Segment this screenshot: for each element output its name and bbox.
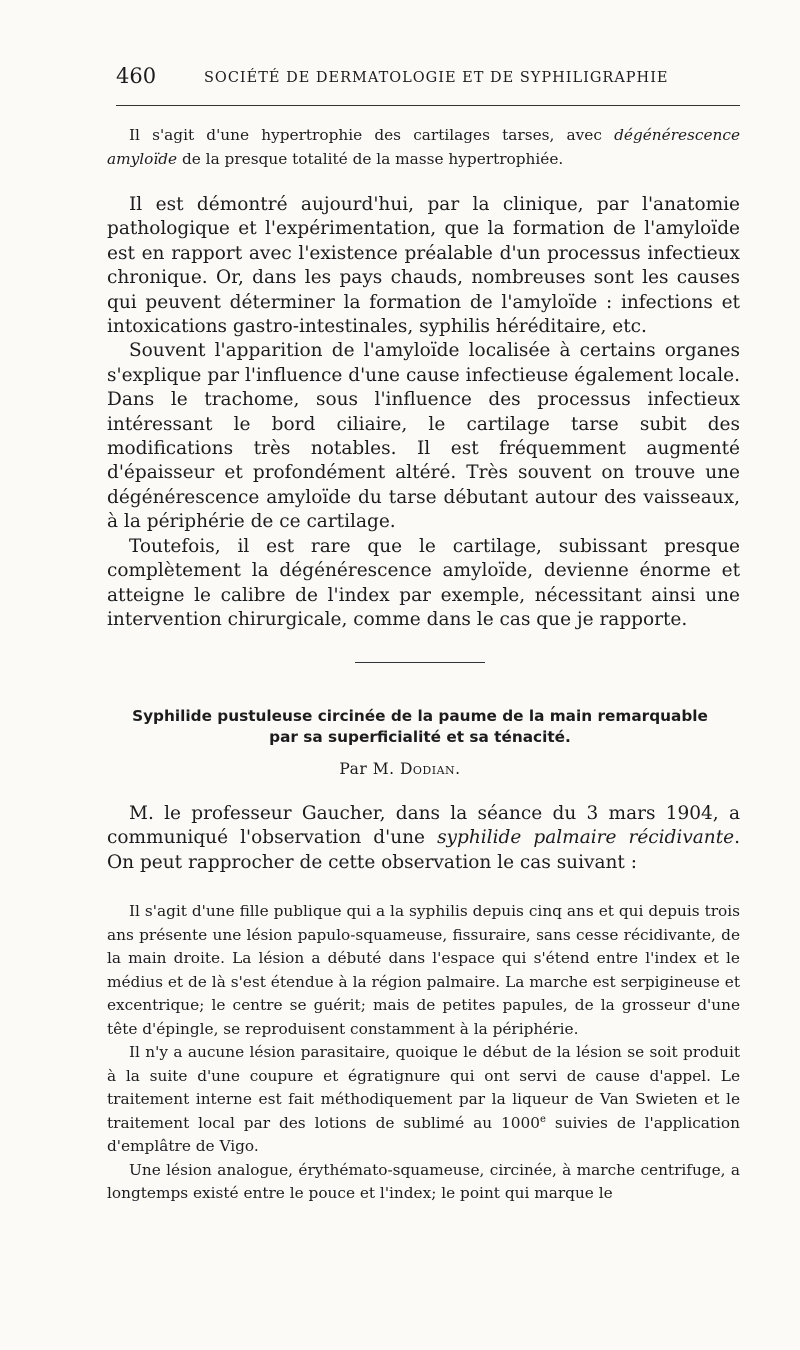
author-line — [0, 760, 800, 778]
text-run: Il s'agit d'une hypertrophie des cartilages tarses, avec — [129, 126, 615, 144]
discussion-paragraph-2: Souvent l'apparition de l'amyloïde localisée à certains organes s'explique par l'influence d'une cause infectieuse également locale. Dans le trachome, sous l'influence des processus infectieux intéressant le bord ciliaire, le cartilage tarse subit des modifications très notables. Il est fréquemment augmenté d'épaisseur et profondément altéré. Très souvent on trouve une dégénérescence amyloïde du tarse débutant autour des vaisseaux, à la périphérie de ce cartilage. — [107, 340, 740, 533]
case-paragraph-1: Il s'agit d'une fille publique qui a la syphilis depuis cinq ans et qui depuis trois ans présente une lésion papulo-squameuse, fissuraire, sans cesse récidivante, de la main droite. La lésion a débuté dans l'espace qui s'étend entre l'index et le médius et de là s'est étendue à la région palmaire. La marche est serpigineuse et excentrique; le centre se guérit; mais de petites papules, de la grosseur d'une tête d'épingle, se reproduisent constamment à la périphérie. — [107, 902, 740, 1038]
italic-term: dégénérescence amyloïde — [107, 126, 740, 168]
intro-paragraph — [107, 802, 740, 875]
case-description-paragraph — [107, 124, 740, 171]
text-run: M. le professeur Gaucher, dans la séance du 3 mars 1904, a communiqué l'observation d'une — [107, 803, 740, 849]
header-rule — [116, 105, 740, 106]
text-run: Il n'y a aucune lésion parasitaire, quoique le début de la lésion se soit produit à la suite d'une coupure et égratignure qui ont servi de cause d'appel. Le traitement interne est fait méthodiquement par la liqueur de Van Swieten et le traitement local par des lotions de sublimé au 1000 — [107, 1043, 740, 1132]
author-prefix: Par M. — [339, 760, 400, 778]
author-name: Dodian. — [399, 760, 461, 778]
text-run: suivies de l'application d'emplâtre de Vigo. — [107, 1113, 740, 1155]
section-title-line-1: Syphilide pustuleuse circinée de la paume de la main remarquable — [132, 707, 708, 725]
case-block — [107, 900, 740, 1206]
section-title-line-2: par sa superficialité et sa ténacité. — [269, 728, 571, 746]
page-header — [116, 64, 740, 92]
running-title: SOCIÉTÉ DE DERMATOLOGIE ET DE SYPHILIGRAPHIE — [204, 70, 669, 86]
superscript: e — [540, 1113, 546, 1125]
intro-block — [107, 802, 740, 875]
discussion-paragraph-1: Il est démontré aujourd'hui, par la clinique, par l'anatomie pathologique et l'expérimentation, que la formation de l'amyloïde est en rapport avec l'existence préalable d'un processus infectieux chronique. Or, dans les pays chauds, nombreuses sont les causes qui peuvent déterminer la formation de l'amyloïde : infections et intoxications gastro-intestinales, syphilis héréditaire, etc. — [107, 194, 740, 338]
case-paragraph-2 — [107, 1041, 740, 1159]
case-paragraph-3: Une lésion analogue, érythémato-squameuse, circinée, à marche centrifuge, a longtemps existé entre le pouce et l'index; le point qui marque le — [107, 1160, 740, 1202]
text-run: de la presque totalité de la masse hypertrophiée. — [177, 149, 564, 168]
discussion-block — [107, 193, 740, 632]
italic-term: syphilide palmaire récidivante — [437, 827, 735, 849]
text-run: . On peut rapprocher de cette observation le cas suivant : — [107, 827, 740, 873]
case-description-block — [107, 124, 740, 171]
page-number: 460 — [116, 64, 157, 88]
section-title — [100, 706, 740, 748]
section-divider — [355, 662, 485, 663]
discussion-paragraph-3: Toutefois, il est rare que le cartilage, subissant presque complètement la dégénérescence amyloïde, devienne énorme et atteigne le calibre de l'index par exemple, nécessitant ainsi une intervention chirurgicale, comme dans le cas que je rapporte. — [107, 535, 740, 630]
